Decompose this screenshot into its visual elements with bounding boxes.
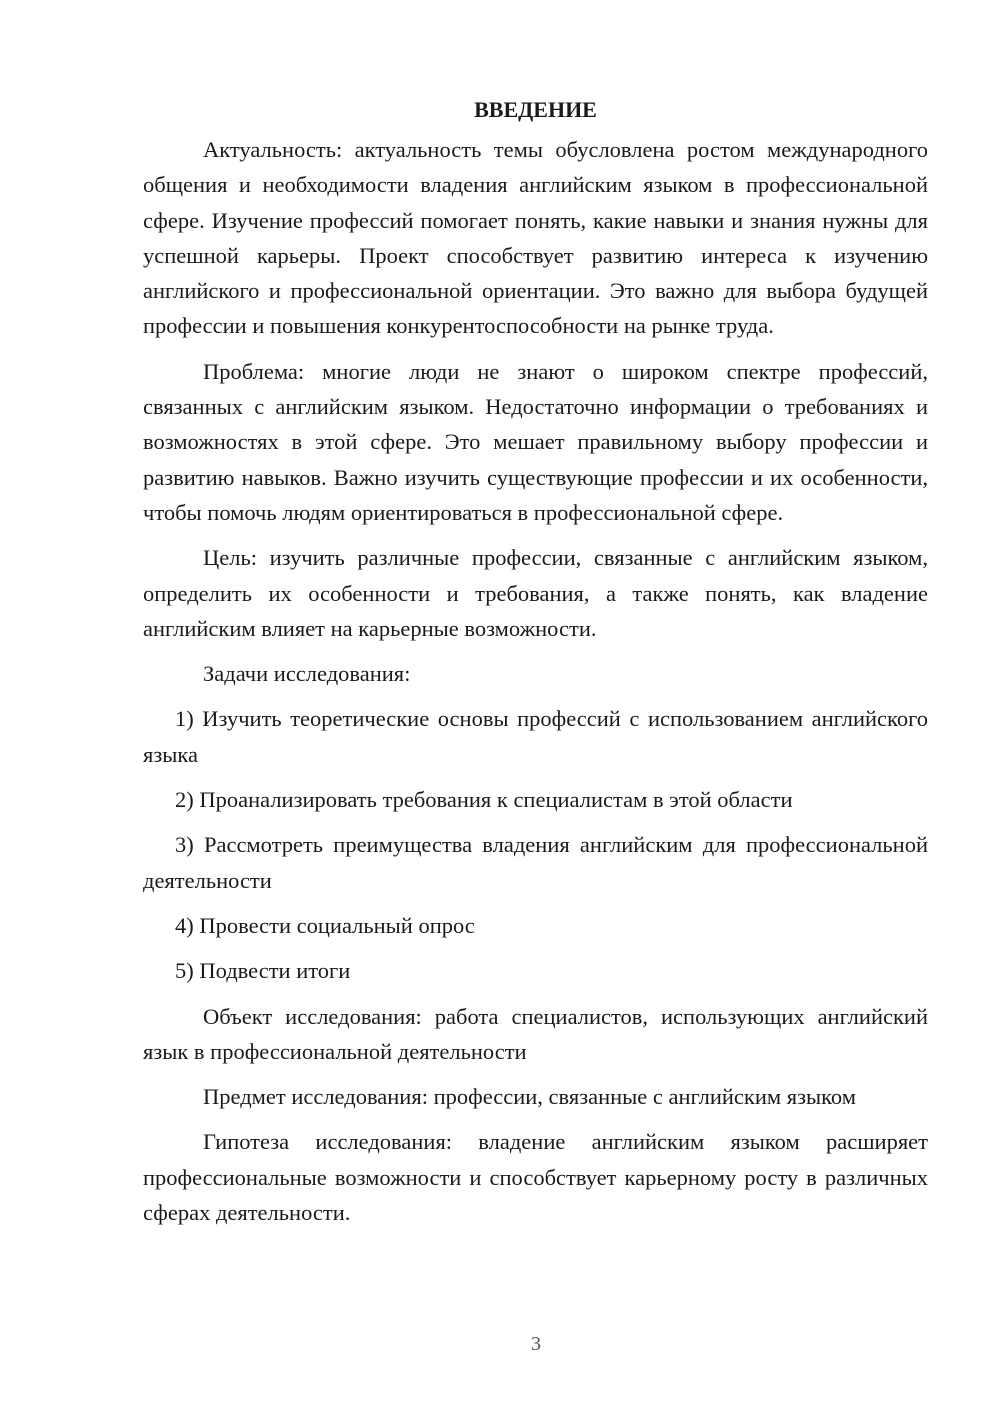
paragraph-problem: Проблема: многие люди не знают о широком спектре профессий, связанных с английским языком. Недостаточно информации о требованиях и возможностях в этой сфере. Это мешает правильному выбору профессии и развитию навыков. Важно изучить существующие профессии и их особенности, чтобы помочь людям ориентироваться в профессиональной сфере. [143,358,928,525]
section-title: ВВЕДЕНИЕ [474,97,597,122]
task-item-1: 1) Изучить теоретические основы профессий с использованием английского языка [143,706,928,767]
task-item-4: 4) Провести социальный опрос [175,912,475,938]
paragraph-relevance: Актуальность: актуальность темы обусловлена ростом международного общения и необходимости владения английским языком в профессиональной сфере. Изучение профессий помогает понять, какие навыки и знания нужны для успешной карьеры. Проект способствует развитию интереса к изучению английского и профессиональной ориентации. Это важно для выбора будущей профессии и повышения конкурентоспособности на рынке труда. [143,137,928,339]
task-item-5: 5) Подвести итоги [175,958,351,984]
task-item-2: 2) Проанализировать требования к специалистам в этой области [175,787,793,813]
paragraph-goal: Цель: изучить различные профессии, связанные с английским языком, определить их особенности и требования, а также понять, как владение английским влияет на карьерные возможности. [143,545,928,641]
tasks-heading: Задачи исследования: [203,661,411,687]
paragraph-hypothesis: Гипотеза исследования: владение английским языком расширяет профессиональные возможности и способствует карьерному росту в различных сферах деятельности. [143,1129,928,1226]
page-number: 3 [531,1333,541,1355]
paragraph-subject: Предмет исследования: профессии, связанные с английским языком [203,1084,856,1110]
document-page [143,92,928,1230]
paragraph-object: Объект исследования: работа специалистов, использующих английский язык в профессиональной деятельности [143,1003,928,1064]
task-item-3: 3) Рассмотреть преимущества владения английским для профессиональной деятельности [143,832,928,893]
